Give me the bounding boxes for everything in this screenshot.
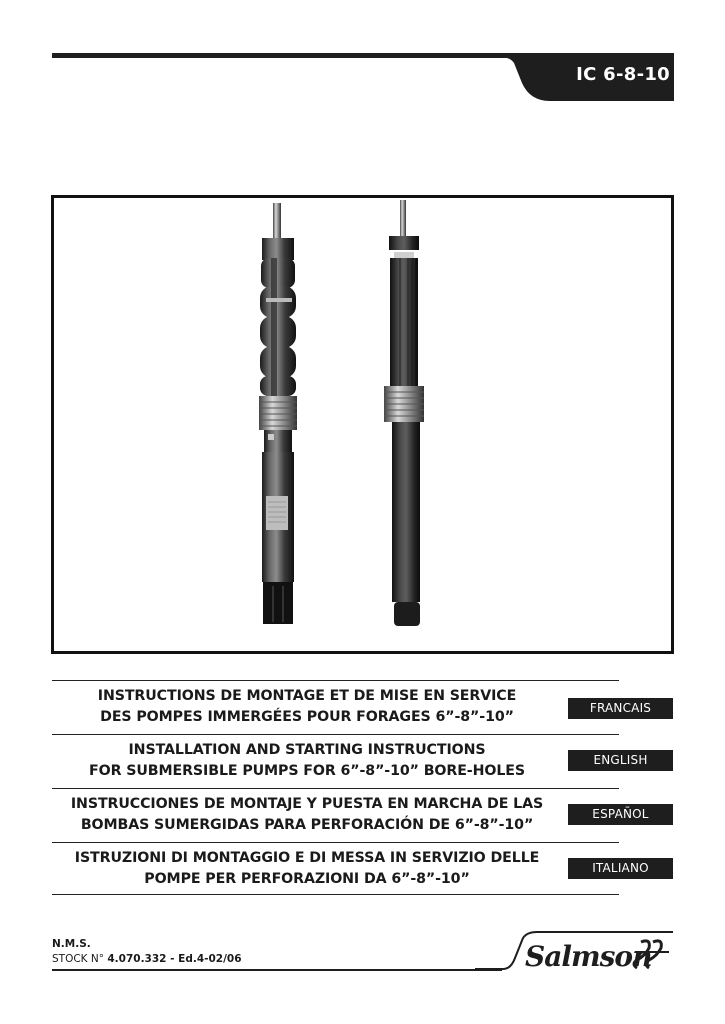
document-code: IC 6-8-10 xyxy=(576,64,670,85)
svg-text:Salmson: Salmson xyxy=(525,940,652,973)
footer-rule xyxy=(52,969,502,971)
badge-english: ENGLISH xyxy=(568,750,673,771)
title-spanish-line2: BOMBAS SUMERGIDAS PARA PERFORACIÓN DE 6”-8”-10” xyxy=(80,817,534,833)
title-spanish-line1: INSTRUCCIONES DE MONTAJE Y PUESTA EN MARCHA DE LAS xyxy=(70,796,544,812)
title-french-line2: DES POMPES IMMERGÉES POUR FORAGES 6”-8”-10” xyxy=(100,709,514,725)
section-divider xyxy=(52,842,619,843)
salmson-logo xyxy=(475,928,675,978)
stock-label: STOCK N° xyxy=(52,953,105,965)
title-italian-line2: POMPE PER PERFORAZIONI DA 6”-8”-10” xyxy=(144,871,470,887)
product-photo xyxy=(51,195,674,654)
title-english xyxy=(52,740,562,782)
section-divider xyxy=(52,734,619,735)
left-pump xyxy=(259,203,297,624)
title-english-line2: FOR SUBMERSIBLE PUMPS FOR 6”-8”-10” BORE-HOLES xyxy=(89,763,525,779)
section-divider xyxy=(52,788,619,789)
footer-nms: N.M.S. xyxy=(52,938,91,950)
badge-espanol: ESPAÑOL xyxy=(568,804,673,825)
title-french-line1: INSTRUCTIONS DE MONTAGE ET DE MISE EN SERVICE xyxy=(97,688,517,704)
title-italian xyxy=(52,848,562,890)
title-spanish xyxy=(52,794,562,836)
section-divider xyxy=(52,894,619,895)
title-french xyxy=(52,686,562,728)
right-pump xyxy=(384,200,424,626)
badge-italiano: ITALIANO xyxy=(568,858,673,879)
title-english-line1: INSTALLATION AND STARTING INSTRUCTIONS xyxy=(128,742,486,758)
badge-francais: FRANCAIS xyxy=(568,698,673,719)
title-italian-line1: ISTRUZIONI DI MONTAGGIO E DI MESSA IN SERVIZIO DELLE xyxy=(74,850,540,866)
footer-stock-number xyxy=(52,953,242,965)
stock-value: 4.070.332 - Ed.4-02/06 xyxy=(107,953,242,965)
section-divider xyxy=(52,680,619,681)
